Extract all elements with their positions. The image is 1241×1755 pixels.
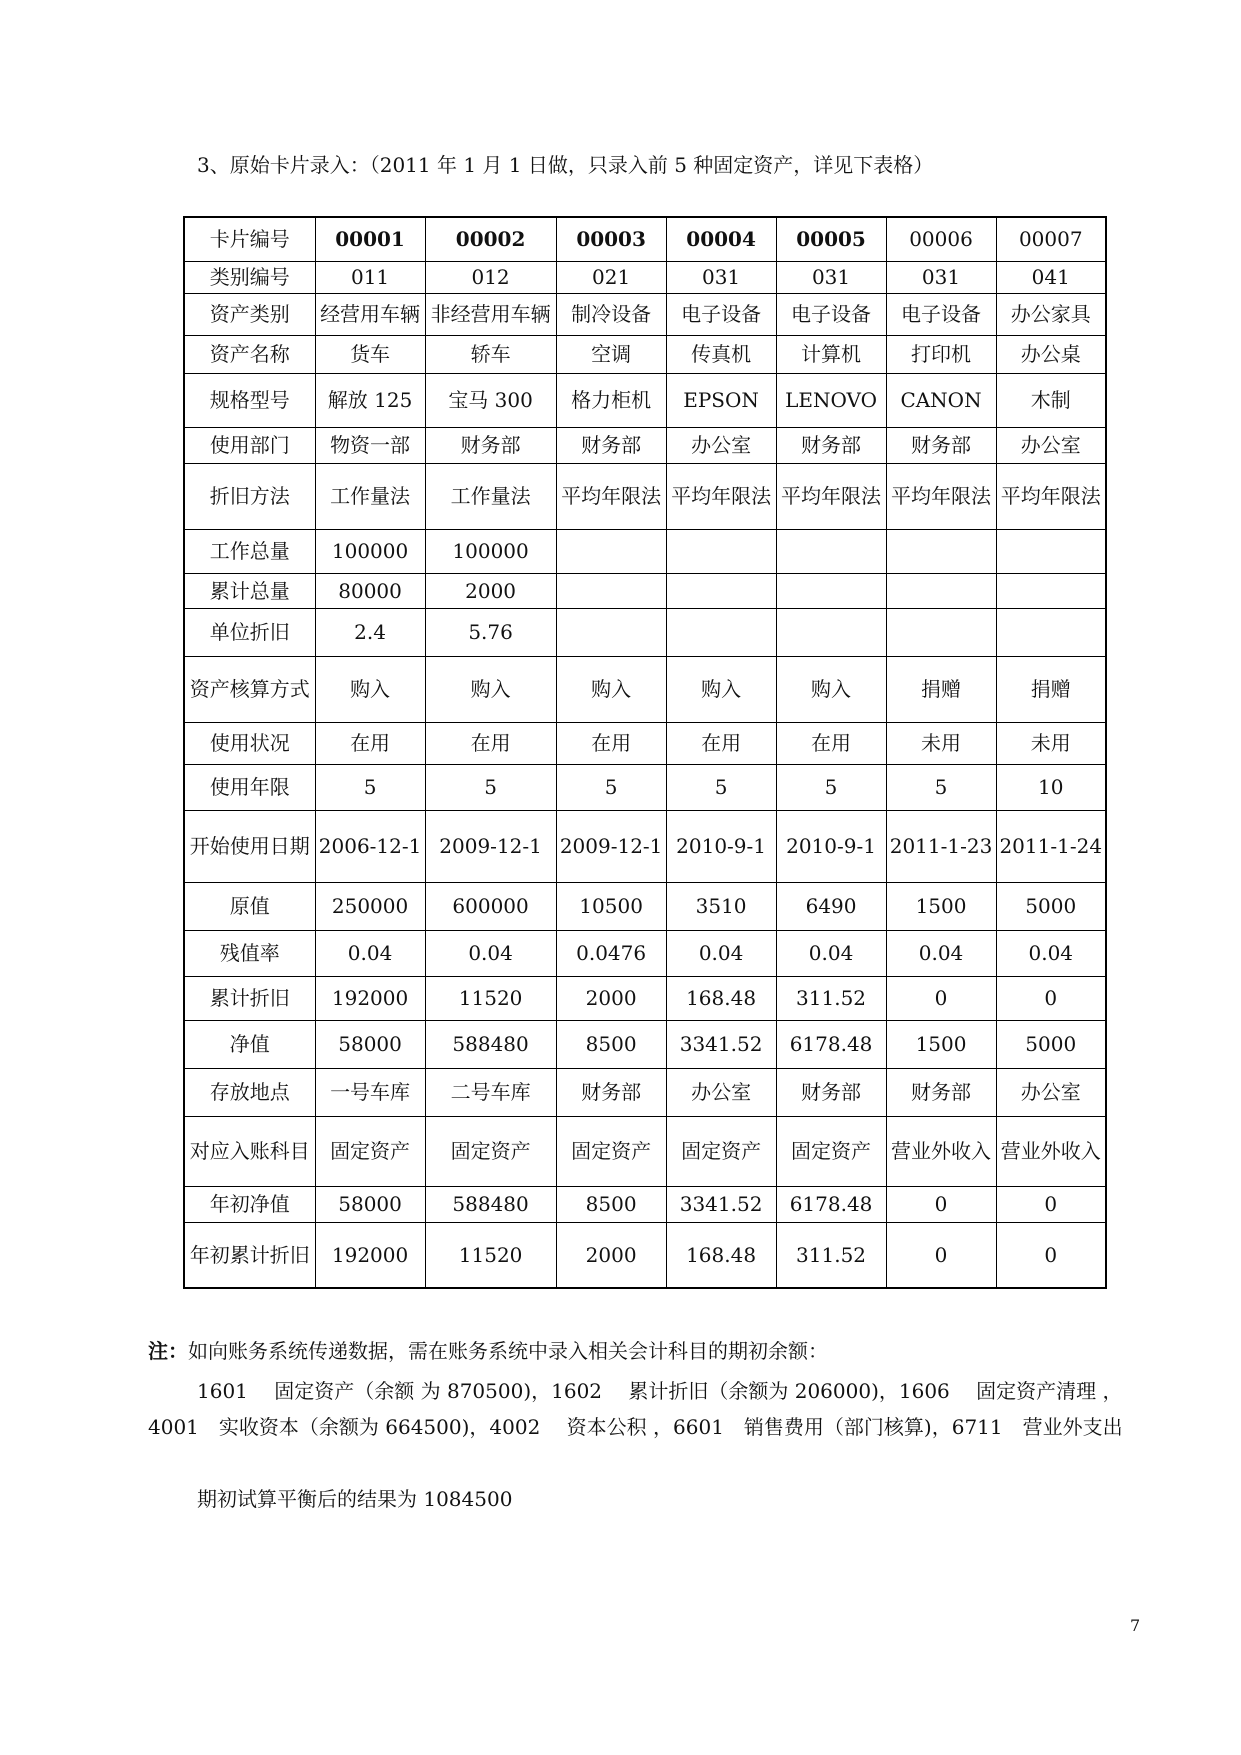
table-cell: 6178.48 bbox=[776, 1020, 886, 1068]
row-label: 残值率 bbox=[184, 930, 315, 976]
note-text: 如向账务系统传递数据，需在账务系统中录入相关会计科目的期初余额： bbox=[188, 1339, 828, 1363]
table-cell: 0 bbox=[886, 1186, 996, 1222]
table-cell: 80000 bbox=[315, 573, 425, 608]
table-cell: 2010-9-1 bbox=[666, 810, 776, 882]
table-cell: 0.04 bbox=[996, 930, 1106, 976]
table-row-storage-location bbox=[184, 1068, 1106, 1116]
table-cell: 58000 bbox=[315, 1186, 425, 1222]
accounts-line-2: 4001 实收资本（余额为 664500)，4002 资本公积 ，6601 销售费用（部门核算)，6711 营业外支出 bbox=[148, 1415, 1123, 1439]
table-cell: 捐赠 bbox=[886, 656, 996, 722]
table-cell: 财务部 bbox=[556, 1068, 666, 1116]
table-cell: 0.0476 bbox=[556, 930, 666, 976]
table-cell: 588480 bbox=[425, 1186, 556, 1222]
table-cell bbox=[886, 529, 996, 573]
table-cell: 0 bbox=[996, 1222, 1106, 1288]
table-cell: 0.04 bbox=[776, 930, 886, 976]
table-cell: 00007 bbox=[996, 217, 1106, 261]
table-cell: 平均年限法 bbox=[666, 463, 776, 529]
table-cell: 031 bbox=[776, 261, 886, 293]
table-cell: 计算机 bbox=[776, 335, 886, 373]
table-cell: 11520 bbox=[425, 1222, 556, 1288]
table-cell: 6178.48 bbox=[776, 1186, 886, 1222]
row-label: 资产核算方式 bbox=[184, 656, 315, 722]
table-cell: 00002 bbox=[425, 217, 556, 261]
table-cell bbox=[886, 573, 996, 608]
table-cell: 2011-1-24 bbox=[996, 810, 1106, 882]
table-row-accumulated-depreciation bbox=[184, 976, 1106, 1020]
table-cell: 5000 bbox=[996, 882, 1106, 930]
table-cell: 平均年限法 bbox=[996, 463, 1106, 529]
table-cell: 财务部 bbox=[556, 427, 666, 463]
table-cell: 11520 bbox=[425, 976, 556, 1020]
table-cell: 0 bbox=[886, 976, 996, 1020]
table-row-net-value bbox=[184, 1020, 1106, 1068]
table-cell bbox=[556, 529, 666, 573]
table-cell: 工作量法 bbox=[315, 463, 425, 529]
table-cell: 平均年限法 bbox=[776, 463, 886, 529]
table-cell: 192000 bbox=[315, 1222, 425, 1288]
table-cell: 8500 bbox=[556, 1186, 666, 1222]
table-cell: 5 bbox=[315, 764, 425, 810]
table-row-posting-account bbox=[184, 1116, 1106, 1186]
table-cell: LENOVO bbox=[776, 373, 886, 427]
table-cell: 办公室 bbox=[666, 1068, 776, 1116]
accounts-line-1: 1601 固定资产（余额 为 870500)，1602 累计折旧（余额为 206000)，1606 固定资产清理 ， bbox=[197, 1379, 1123, 1403]
table-cell: 在用 bbox=[666, 722, 776, 764]
row-label: 年初累计折旧 bbox=[184, 1222, 315, 1288]
table-cell: 2000 bbox=[556, 1222, 666, 1288]
table-cell: 0 bbox=[996, 976, 1106, 1020]
table-row-accumulated-workload bbox=[184, 573, 1106, 608]
table-cell bbox=[776, 608, 886, 656]
table-cell: 588480 bbox=[425, 1020, 556, 1068]
table-cell: 在用 bbox=[425, 722, 556, 764]
table-row-usage-status bbox=[184, 722, 1106, 764]
table-cell: 5000 bbox=[996, 1020, 1106, 1068]
table-cell bbox=[666, 529, 776, 573]
table-cell: 6490 bbox=[776, 882, 886, 930]
table-row-depreciation-method bbox=[184, 463, 1106, 529]
table-cell: 041 bbox=[996, 261, 1106, 293]
table-row-accounting-method bbox=[184, 656, 1106, 722]
table-cell: 非经营用车辆 bbox=[425, 293, 556, 335]
table-cell: 财务部 bbox=[776, 1068, 886, 1116]
table-cell: 600000 bbox=[425, 882, 556, 930]
table-cell: 0.04 bbox=[425, 930, 556, 976]
table-row-original-value bbox=[184, 882, 1106, 930]
table-cell: 购入 bbox=[666, 656, 776, 722]
table-cell bbox=[996, 529, 1106, 573]
table-cell: 打印机 bbox=[886, 335, 996, 373]
table-cell: 00006 bbox=[886, 217, 996, 261]
table-cell: 在用 bbox=[556, 722, 666, 764]
section-heading: 3、原始卡片录入：（2011 年 1 月 1 日做，只录入前 5 种固定资产，详见下表格） bbox=[197, 153, 934, 177]
table-cell: 办公家具 bbox=[996, 293, 1106, 335]
asset-card-table bbox=[183, 216, 1107, 1289]
table-cell: 5 bbox=[776, 764, 886, 810]
table-cell: 1500 bbox=[886, 882, 996, 930]
note-prefix: 注： bbox=[148, 1339, 188, 1363]
table-cell: 00004 bbox=[666, 217, 776, 261]
table-cell: 0 bbox=[886, 1222, 996, 1288]
row-label: 对应入账科目 bbox=[184, 1116, 315, 1186]
row-label: 累计折旧 bbox=[184, 976, 315, 1020]
table-cell: 固定资产 bbox=[315, 1116, 425, 1186]
table-cell: 0.04 bbox=[886, 930, 996, 976]
table-cell: 311.52 bbox=[776, 976, 886, 1020]
table-cell: 192000 bbox=[315, 976, 425, 1020]
row-label: 规格型号 bbox=[184, 373, 315, 427]
table-cell: 5 bbox=[666, 764, 776, 810]
table-cell: 2.4 bbox=[315, 608, 425, 656]
row-label: 工作总量 bbox=[184, 529, 315, 573]
table-cell: 10 bbox=[996, 764, 1106, 810]
table-cell bbox=[776, 573, 886, 608]
table-cell: 031 bbox=[886, 261, 996, 293]
row-label: 存放地点 bbox=[184, 1068, 315, 1116]
table-cell: 100000 bbox=[315, 529, 425, 573]
table-cell: 宝马 300 bbox=[425, 373, 556, 427]
table-cell: 办公室 bbox=[996, 1068, 1106, 1116]
page-number: 7 bbox=[1130, 1616, 1141, 1635]
row-label: 资产名称 bbox=[184, 335, 315, 373]
table-cell: 168.48 bbox=[666, 1222, 776, 1288]
table-cell: 58000 bbox=[315, 1020, 425, 1068]
table-cell: 货车 bbox=[315, 335, 425, 373]
table-cell: 2009-12-1 bbox=[556, 810, 666, 882]
row-label: 净值 bbox=[184, 1020, 315, 1068]
row-label: 原值 bbox=[184, 882, 315, 930]
table-cell bbox=[996, 608, 1106, 656]
table-cell: 格力柜机 bbox=[556, 373, 666, 427]
table-cell: 311.52 bbox=[776, 1222, 886, 1288]
table-cell: 2009-12-1 bbox=[425, 810, 556, 882]
table-cell: 电子设备 bbox=[886, 293, 996, 335]
table-row-model bbox=[184, 373, 1106, 427]
table-row-card-number bbox=[184, 217, 1106, 261]
table-cell: 平均年限法 bbox=[556, 463, 666, 529]
table-cell: 3341.52 bbox=[666, 1186, 776, 1222]
table-cell: 捐赠 bbox=[996, 656, 1106, 722]
table-cell: 木制 bbox=[996, 373, 1106, 427]
table-row-start-date bbox=[184, 810, 1106, 882]
table-cell: 财务部 bbox=[776, 427, 886, 463]
table-cell: 电子设备 bbox=[776, 293, 886, 335]
row-label: 累计总量 bbox=[184, 573, 315, 608]
note-paragraph bbox=[148, 1336, 828, 1366]
table-cell: 一号车库 bbox=[315, 1068, 425, 1116]
table-cell: 5 bbox=[886, 764, 996, 810]
table-cell: 传真机 bbox=[666, 335, 776, 373]
table-cell: 制冷设备 bbox=[556, 293, 666, 335]
table-row-total-workload bbox=[184, 529, 1106, 573]
table-cell: 2011-1-23 bbox=[886, 810, 996, 882]
table-cell: 在用 bbox=[776, 722, 886, 764]
table-cell: 办公室 bbox=[666, 427, 776, 463]
table-cell: 电子设备 bbox=[666, 293, 776, 335]
row-label: 使用状况 bbox=[184, 722, 315, 764]
table-cell: 固定资产 bbox=[776, 1116, 886, 1186]
table-cell: 解放 125 bbox=[315, 373, 425, 427]
table-cell: 二号车库 bbox=[425, 1068, 556, 1116]
table-cell: 营业外收入 bbox=[886, 1116, 996, 1186]
table-cell: 5 bbox=[425, 764, 556, 810]
table-cell: 012 bbox=[425, 261, 556, 293]
table-cell: 2000 bbox=[425, 573, 556, 608]
table-row-opening-net-value bbox=[184, 1186, 1106, 1222]
table-cell: 财务部 bbox=[886, 1068, 996, 1116]
table-cell: 购入 bbox=[776, 656, 886, 722]
table-cell: 物资一部 bbox=[315, 427, 425, 463]
table-cell: 固定资产 bbox=[556, 1116, 666, 1186]
table-cell: 办公室 bbox=[996, 427, 1106, 463]
table-cell: 2010-9-1 bbox=[776, 810, 886, 882]
table-cell: 0.04 bbox=[315, 930, 425, 976]
table-cell: 轿车 bbox=[425, 335, 556, 373]
table-cell: 3510 bbox=[666, 882, 776, 930]
table-row-department bbox=[184, 427, 1106, 463]
table-cell: 00005 bbox=[776, 217, 886, 261]
table-cell: 0.04 bbox=[666, 930, 776, 976]
table-row-useful-life bbox=[184, 764, 1106, 810]
table-cell: 0 bbox=[996, 1186, 1106, 1222]
table-cell: 购入 bbox=[556, 656, 666, 722]
table-row-residual-rate bbox=[184, 930, 1106, 976]
table-cell: 财务部 bbox=[886, 427, 996, 463]
trial-balance-result: 期初试算平衡后的结果为 1084500 bbox=[197, 1487, 513, 1511]
table-row-asset-category bbox=[184, 293, 1106, 335]
table-cell: 5.76 bbox=[425, 608, 556, 656]
table-cell: 固定资产 bbox=[666, 1116, 776, 1186]
table-cell: CANON bbox=[886, 373, 996, 427]
table-cell: 财务部 bbox=[425, 427, 556, 463]
table-cell: 在用 bbox=[315, 722, 425, 764]
table-cell bbox=[666, 573, 776, 608]
table-cell: 011 bbox=[315, 261, 425, 293]
table-row-opening-accumulated-depreciation bbox=[184, 1222, 1106, 1288]
table-cell: 1500 bbox=[886, 1020, 996, 1068]
table-cell: 10500 bbox=[556, 882, 666, 930]
table-cell: 3341.52 bbox=[666, 1020, 776, 1068]
table-cell: 2000 bbox=[556, 976, 666, 1020]
row-label: 年初净值 bbox=[184, 1186, 315, 1222]
table-cell bbox=[996, 573, 1106, 608]
table-cell: 固定资产 bbox=[425, 1116, 556, 1186]
table-cell: 未用 bbox=[886, 722, 996, 764]
table-cell: 100000 bbox=[425, 529, 556, 573]
table-cell bbox=[556, 573, 666, 608]
table-row-category-code bbox=[184, 261, 1106, 293]
row-label: 开始使用日期 bbox=[184, 810, 315, 882]
row-label: 资产类别 bbox=[184, 293, 315, 335]
row-label: 卡片编号 bbox=[184, 217, 315, 261]
table-cell: 工作量法 bbox=[425, 463, 556, 529]
table-cell: 250000 bbox=[315, 882, 425, 930]
row-label: 折旧方法 bbox=[184, 463, 315, 529]
table-cell: 168.48 bbox=[666, 976, 776, 1020]
table-cell: 2006-12-1 bbox=[315, 810, 425, 882]
table-cell bbox=[666, 608, 776, 656]
table-cell: 营业外收入 bbox=[996, 1116, 1106, 1186]
table-cell: 购入 bbox=[425, 656, 556, 722]
table-cell: 购入 bbox=[315, 656, 425, 722]
table-cell bbox=[886, 608, 996, 656]
table-cell: 经营用车辆 bbox=[315, 293, 425, 335]
table-cell: 021 bbox=[556, 261, 666, 293]
table-cell: 8500 bbox=[556, 1020, 666, 1068]
row-label: 使用部门 bbox=[184, 427, 315, 463]
table-cell: 未用 bbox=[996, 722, 1106, 764]
table-cell: 00001 bbox=[315, 217, 425, 261]
row-label: 类别编号 bbox=[184, 261, 315, 293]
table-row-unit-depreciation bbox=[184, 608, 1106, 656]
table-cell: 00003 bbox=[556, 217, 666, 261]
table-row-asset-name bbox=[184, 335, 1106, 373]
row-label: 单位折旧 bbox=[184, 608, 315, 656]
table-cell bbox=[776, 529, 886, 573]
table-cell: 空调 bbox=[556, 335, 666, 373]
table-cell: 031 bbox=[666, 261, 776, 293]
table-cell bbox=[556, 608, 666, 656]
table-cell: 5 bbox=[556, 764, 666, 810]
table-cell: 办公桌 bbox=[996, 335, 1106, 373]
table-cell: EPSON bbox=[666, 373, 776, 427]
row-label: 使用年限 bbox=[184, 764, 315, 810]
table-cell: 平均年限法 bbox=[886, 463, 996, 529]
